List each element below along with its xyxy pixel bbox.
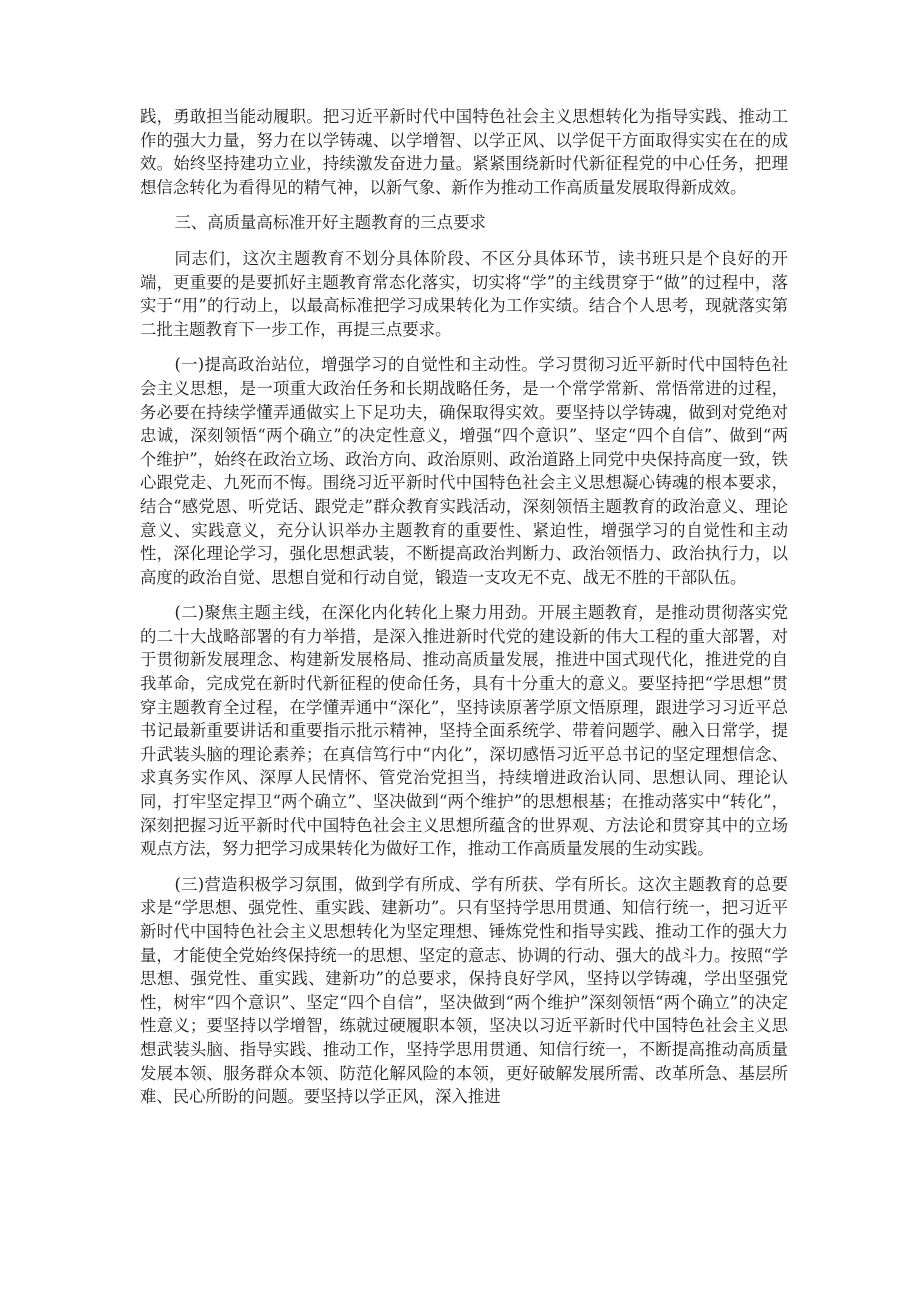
continuation-paragraph: 践，勇敢担当能动履职。把习近平新时代中国特色社会主义思想转化为指导实践、推动工作的强大力量，努力在以学铸魂、以学增智、以学正风、以学促干方面取得实实在在的成效。始终坚持建功立业，持续激发奋进力量。紧紧围绕新时代新征程党的中心任务，把理想信念转化为看得见的精气神，以新气象、新作为推动工作高质量发展取得新成效。 — [140, 107, 788, 197]
intro-paragraph: 同志们，这次主题教育不划分具体阶段、不区分具体环节，读书班只是个良好的开端，更重要的是要抓好主题教育常态化落实，切实将“学”的主线贯穿于“做”的过程中，落实于“用”的行动上，以最高标准把学习成果转化为工作实绩。结合个人思考，现就落实第二批主题教育下一步工作，再提三点要求。 — [140, 248, 788, 339]
point-one-paragraph: (一)提高政治站位，增强学习的自觉性和主动性。学习贯彻习近平新时代中国特色社会主义思想，是一项重大政治任务和长期战略任务，是一个常学常新、常悟常进的过程，务必要在持续学懂弄通做实上下足功夫，确保取得实效。要坚持以学铸魂，做到对党绝对忠诚，深刻领悟“两个确立”的决定性意义，增强“四个意识”、坚定“四个自信”、做到“两个维护”，始终在政治立场、政治方向、政治原则、政治道路上同党中央保持高度一致，铁心跟党走、九死而不悔。围绕习近平新时代中国特色社会主义思想凝心铸魂的根本要求，结合“感党恩、听党话、跟党走”群众教育实践活动，深刻领悟主题教育的政治意义、理论意义、实践意义，充分认识举办主题教育的重要性、紧迫性，增强学习的自觉性和主动性，深化理论学习，强化思想武装，不断提高政治判断力、政治领悟力、政治执行力，以高度的政治自觉、思想自觉和行动自觉，锻造一支攻无不克、战无不胜的干部队伍。 — [140, 355, 788, 587]
point-two-paragraph: (二)聚焦主题主线，在深化内化转化上聚力用劲。开展主题教育，是推动贯彻落实党的二十大战略部署的有力举措，是深入推进新时代党的建设新的伟大工程的重大部署，对于贯彻新发展理念、构建新发展格局、推动高质量发展，推进中国式现代化，推进党的自我革命，完成党在新时代新征程的使命任务，具有十分重大的意义。要坚持把“学思想”贯穿主题教育全过程，在学懂弄通中“深化”，坚持读原著学原文悟原理，跟进学习习近平总书记最新重要讲话和重要指示批示精神，坚持全面系统学、带着问题学、融入日常学，提升武装头脑的理论素养；在真信笃行中“内化”，深切感悟习近平总书记的坚定理想信念、求真务实作风、深厚人民情怀、管党治党担当，持续增进政治认同、思想认同、理论认同，打牢坚定捍卫“两个确立”、坚决做到“两个维护”的思想根基；在推动落实中“转化”，深刻把握习近平新时代中国特色社会主义思想所蕴含的世界观、方法论和贯穿其中的立场观点方法，努力把学习成果转化为做好工作，推动工作高质量发展的生动实践。 — [140, 603, 788, 859]
document-page — [140, 105, 788, 1121]
point-three-paragraph: (三)营造积极学习氛围，做到学有所成、学有所获、学有所长。这次主题教育的总要求是“学思想、强党性、重实践、建新功”。只有坚持学思用贯通、知信行统一，把习近平新时代中国特色社会主义思想转化为坚定理想、锤炼党性和指导实践、推动工作的强大力量，才能使全党始终保持统一的思想、坚定的意志、协调的行动、强大的战斗力。按照“学思想、强党性、重实践、建新功”的总要求，保持良好学风，坚持以学铸魂，学出坚强党性，树牢“四个意识”、坚定“四个自信”，坚决做到“两个维护”深刻领悟“两个确立”的决定性意义；要坚持以学增智，练就过硬履职本领，坚决以习近平新时代中国特色社会主义思想武装头脑、指导实践、推动工作，坚持学思用贯通、知信行统一，不断提高推动高质量发展本领、服务群众本领、防范化解风险的本领，更好破解发展所需、改革所急、基层所难、民心所盼的问题。要坚持以学正风，深入推进 — [140, 874, 788, 1107]
section-heading: 三、高质量高标准开好主题教育的三点要求 — [174, 213, 486, 233]
